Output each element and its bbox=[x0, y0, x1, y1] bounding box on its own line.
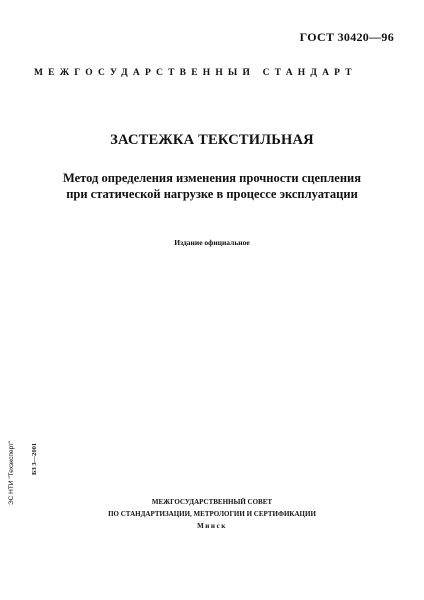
subtitle-line: при статической нагрузке в процессе эксплуатации bbox=[66, 187, 358, 201]
standard-header: МЕЖГОСУДАРСТВЕННЫЙ СТАНДАРТ bbox=[34, 68, 357, 78]
side-watermark-label: ЭС НТИ "Техэксперт" bbox=[8, 440, 15, 505]
publisher-line: ПО СТАНДАРТИЗАЦИИ, МЕТРОЛОГИИ И СЕРТИФИКАЦИИ bbox=[108, 510, 316, 518]
publisher-line: МЕЖГОСУДАРСТВЕННЫЙ СОВЕТ bbox=[151, 498, 273, 506]
document-code: ГОСТ 30420—96 bbox=[299, 30, 394, 44]
publisher-city: Минск bbox=[197, 522, 227, 530]
subtitle-line: Метод определения изменения прочности сцепления bbox=[63, 171, 361, 185]
document-title: ЗАСТЕЖКА ТЕКСТИЛЬНАЯ bbox=[110, 132, 314, 148]
document-subtitle bbox=[40, 170, 384, 202]
edition-label: Издание официальное bbox=[174, 238, 250, 247]
publisher-block bbox=[0, 496, 424, 532]
catalog-code: БЗ 3—2001 bbox=[31, 442, 38, 475]
